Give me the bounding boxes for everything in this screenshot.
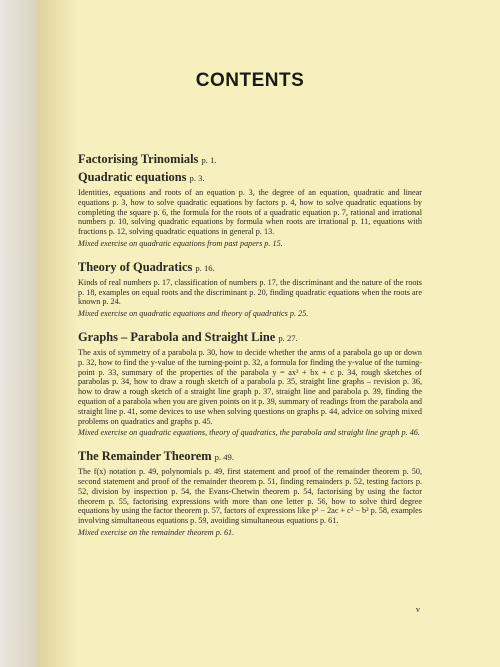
page-title: CONTENTS xyxy=(195,70,305,91)
section-page-ref: p. 16. xyxy=(195,262,215,273)
section-topics: The axis of symmetry of a parabola p. 30, how to decide whether the arms of a parabola go up or down p. 32, how to find the y-value of the turning-point p. 32, a formula for finding the y-value of the turning-point p. 33, summary of the properties of the parabola y = ax² + bx + c p. 34, rough sketches of parabolas p. 34, how to draw a rough sketch of a parabola p. 35, straight line graphs – revision p. 36, how to draw a rough sketch of a straight line graph p. 37, straight line and parabola p. 39, finding the equation of a parabola when you are given points on it p. 39, summary of readings from the parabola and straight line p. 41, some devices to use when solving questions on graphs p. 44, advice on solving mixed problems on quadratics and graphs p. 45. xyxy=(78,347,423,426)
contents-list xyxy=(78,152,422,549)
section-topics: Identities, equations and roots of an equation p. 3, the degree of an equation, quadratic and linear equations p. 3, how to solve quadratic equations by factors p. 4, how to solve quadratic equations by completing the square p. 6, the formula for the roots of a quadratic equation p. 7, rational and irrational numbers p. 10, solving quadratic equations by formula when roots are irrational p. 11, equations with fractions p. 12, solving quadratic equations in general p. 13. xyxy=(78,188,422,237)
section-graphs xyxy=(78,330,422,438)
section-page-ref: p. 49. xyxy=(214,452,234,463)
mixed-exercise: Mixed exercise on quadratic equations from past papers p. 15. xyxy=(78,238,283,248)
subsection-title: Quadratic equations xyxy=(78,170,187,184)
section-page-ref: p. 1. xyxy=(201,155,217,165)
adjacent-page-edge xyxy=(0,0,38,667)
section-title: Theory of Quadratics xyxy=(78,259,193,274)
section-heading xyxy=(78,330,422,345)
section-heading xyxy=(78,260,422,275)
section-theory-of-quadratics xyxy=(78,260,422,319)
section-title: Factorising Trinomials xyxy=(78,152,199,166)
section-title: The Remainder Theorem xyxy=(78,449,212,464)
section-topics: The f(x) notation p. 49, polynomials p. 49, first statement and proof of the remainder theorem p. 50, second statement and proof of the remainder theorem p. 51, finding remainders p. 52, testing factors p. 52, division by inspection p. 54, the Evans-Chetwin theorem p. 54, factorising by using the factor theorem p. 55, factorising expressions with more than one letter p. 56, how to solve third degree equations by using the factor theorem p. 57, factors of expressions like p² − 2ac + c² − b² p. 58, examples involving simultaneous equations p. 59, avoiding simultaneous equations p. 61. xyxy=(78,467,422,526)
section-title: Graphs – Parabola and Straight Line xyxy=(78,329,276,344)
subsection-heading xyxy=(78,170,422,185)
section-page-ref: p. 27. xyxy=(278,332,298,343)
section-topics: Kinds of real numbers p. 17, classification of numbers p. 17, the discriminant and the nature of the roots p. 18, examples on equal roots and the discriminant p. 20, finding quadratic equations when the roots are known p. 24. xyxy=(78,277,422,307)
page-spine-shadow xyxy=(38,0,80,667)
page-number: v xyxy=(415,604,420,614)
section-heading xyxy=(78,152,422,167)
section-remainder-theorem xyxy=(78,449,422,538)
mixed-exercise: Mixed exercise on quadratic equations, theory of quadratics, the parabola and straight line graph p. 46. xyxy=(78,428,420,438)
section-factorising-trinomials xyxy=(78,152,422,249)
subsection-page-ref: p. 3. xyxy=(189,173,205,183)
mixed-exercise: Mixed exercise on the remainder theorem p. 61. xyxy=(78,527,235,537)
section-heading xyxy=(78,449,422,464)
mixed-exercise: Mixed exercise on quadratic equations and theory of quadratics p. 25. xyxy=(78,309,309,319)
